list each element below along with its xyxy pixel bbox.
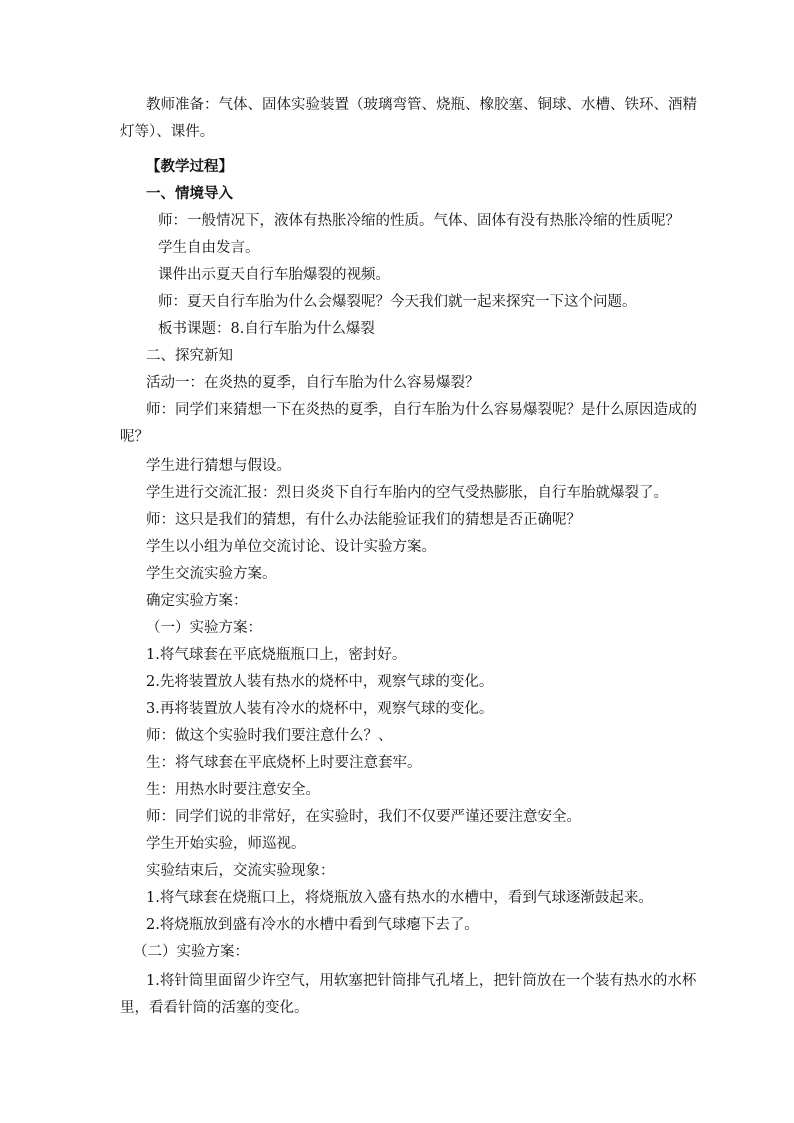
section-heading: 【教学过程】 — [146, 158, 233, 175]
text-line: 师：同学们说的非常好，在实验时，我们不仅要严谨还要注意安全。 — [146, 809, 581, 825]
list-item: 3.再将装置放人装有冷水的烧杯中，观察气球的变化。 — [146, 701, 494, 717]
text-line: 学生自由发言。 — [158, 240, 260, 256]
list-item: 2.先将装置放人装有热水的烧杯中，观察气球的变化。 — [146, 674, 494, 690]
text-line: 课件出示夏天自行车胎爆裂的视频。 — [158, 267, 390, 283]
text-line: （二）实验方案： — [133, 944, 249, 960]
text-line: 师：夏天自行车胎为什么会爆裂呢？今天我们就一起来探究一下这个问题。 — [158, 294, 637, 310]
text-line: 学生进行交流汇报：烈日炎炎下自行车胎内的空气受热膨胀，自行车胎就爆裂了。 — [146, 485, 668, 501]
text-line: 生：用热水时要注意安全。 — [146, 782, 320, 798]
text-line: （一）实验方案： — [146, 620, 262, 636]
text-line: 呢？ — [120, 429, 149, 445]
text-line: 师：做这个实验时我们要注意什么？、 — [146, 728, 393, 744]
text-line: 灯等）、课件。 — [120, 124, 215, 140]
text-line: 学生交流实验方案。 — [146, 566, 277, 582]
text-line: 师：这只是我们的猜想，有什么办法能验证我们的猜想是否正确呢？ — [146, 512, 581, 528]
text-line: 里，看看针筒的活塞的变化。 — [120, 1000, 309, 1016]
list-item: 2.将烧瓶放到盛有冷水的水槽中看到气球瘪下去了。 — [146, 917, 479, 933]
list-item: 1.将气球套在平底烧瓶瓶口上，密封好。 — [146, 647, 407, 663]
text-line: 师：一般情况下，液体有热胀冷缩的性质。气体、固体有没有热胀冷缩的性质呢？ — [158, 213, 680, 229]
text-line: 师：同学们来猜想一下在炎热的夏季，自行车胎为什么容易爆裂呢？是什么原因造成的 — [146, 402, 697, 418]
text-line: 板书课题：8.自行车胎为什么爆裂 — [158, 321, 375, 337]
section-heading: 一、情境导入 — [146, 185, 233, 202]
text-line: 学生以小组为单位交流讨论、设计实验方案。 — [146, 539, 436, 555]
text-line: 学生进行猜想与假设。 — [146, 458, 291, 474]
text-line: 实验结束后，交流实验现象： — [146, 863, 335, 879]
text-line: 生：将气球套在平底烧杯上时要注意套牢。 — [146, 755, 422, 771]
text-line: 确定实验方案： — [146, 593, 248, 609]
list-item: 1.将针筒里面留少许空气，用软塞把针筒排气孔堵上，把针筒放在一个装有热水的水杯 — [146, 973, 697, 989]
text-line: 教师准备：气体、固体实验装置（玻璃弯管、烧瓶、橡胶塞、铜球、水槽、铁环、酒精 — [146, 97, 697, 113]
text-line: 活动一：在炎热的夏季，自行车胎为什么容易爆裂？ — [146, 375, 480, 391]
section-heading: 二、探究新知 — [146, 348, 233, 364]
list-item: 1.将气球套在烧瓶口上，将烧瓶放入盛有热水的水槽中，看到气球逐渐鼓起来。 — [146, 890, 653, 906]
text-line: 学生开始实验，师巡视。 — [146, 836, 306, 852]
